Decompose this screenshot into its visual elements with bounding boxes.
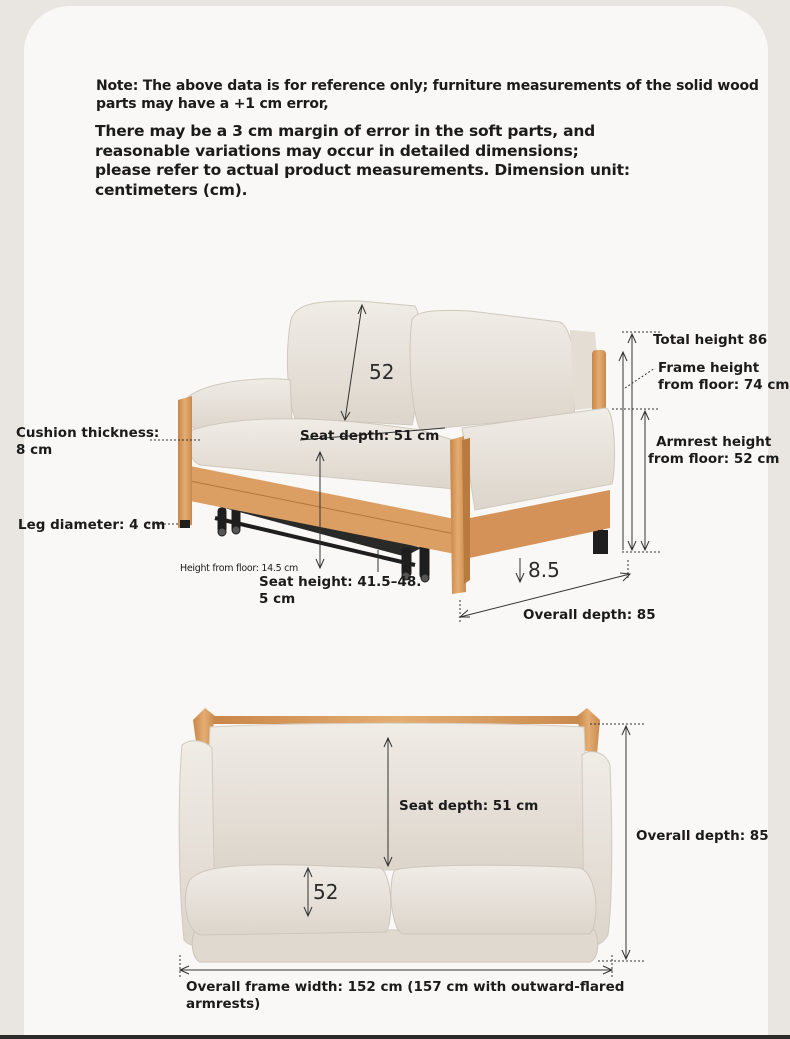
seat-depth-label: Seat depth: 51 cm	[300, 428, 440, 444]
seat-depth-top-label: Seat depth: 51 cm	[399, 798, 539, 814]
reference-note: Note: The above data is for reference only; furniture measurements of the solid wood parts may have a +1 cm error,	[96, 78, 759, 112]
height-from-floor-label: Height from floor: 14.5 cm	[180, 563, 298, 574]
seat-height-label: Seat height: 41.5–48. 5 cm	[259, 574, 422, 607]
back-height-value: 52	[369, 360, 395, 384]
overall-depth-side-label: Overall depth: 85	[523, 607, 656, 623]
overall-width-label: Overall frame width: 152 cm (157 cm with outward-flared armrests)	[186, 979, 625, 1012]
overall-depth-top-label: Overall depth: 85	[636, 828, 769, 844]
leg-height-value: 8.5	[528, 558, 560, 582]
total-height-label: Total height 86	[653, 332, 768, 348]
back-height-top-value: 52	[313, 880, 339, 904]
cushion-thickness-label: Cushion thickness: 8 cm	[16, 425, 160, 458]
tolerance-note: There may be a 3 cm margin of error in the soft parts, and reasonable variations may occur in detailed dimensions; please refer to actual product measurements. Dimension unit: centimeters (cm).	[95, 122, 630, 199]
bottom-divider	[0, 1035, 790, 1039]
leg-diameter-label: Leg diameter: 4 cm	[18, 517, 166, 533]
armrest-height-label: Armrest height from floor: 52 cm	[648, 434, 780, 467]
frame-height-label: Frame height from floor: 74 cm	[658, 360, 790, 393]
